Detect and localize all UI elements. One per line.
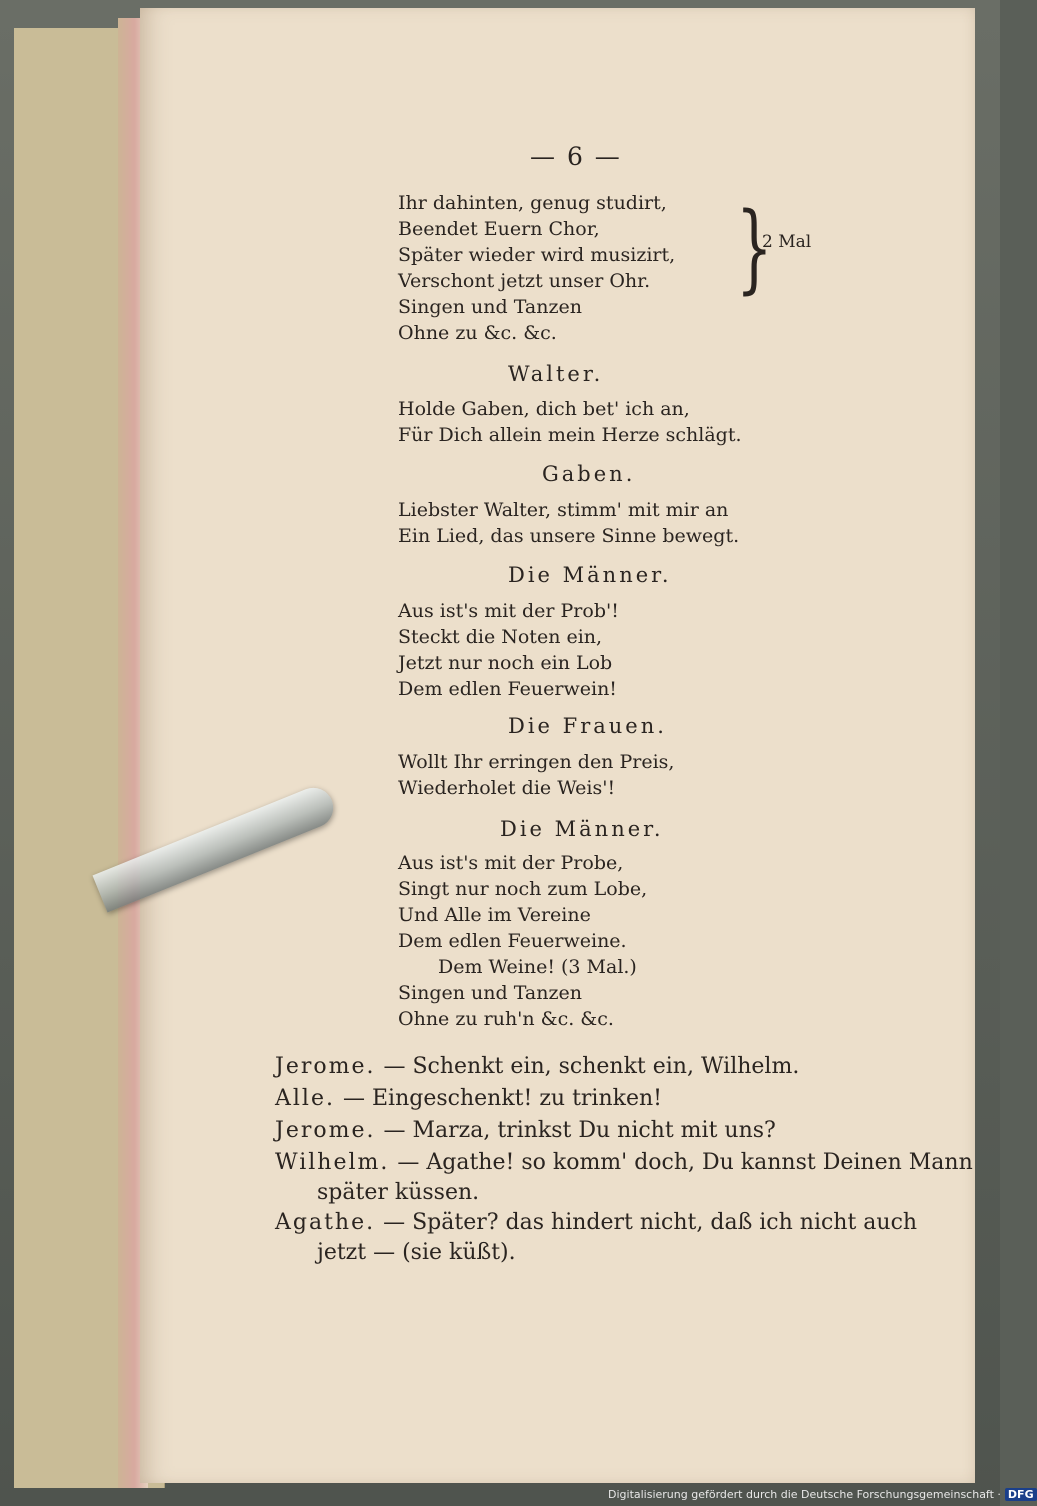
- dialogue-line: [275, 1116, 776, 1146]
- verse-line: Und Alle im Vereine: [398, 904, 591, 926]
- verse-line: Ohne zu ruh'n &c. &c.: [398, 1008, 614, 1030]
- dialogue-speaker: Jerome.: [275, 1118, 376, 1143]
- page-number: — 6 —: [530, 142, 622, 171]
- repeat-brace: }: [736, 192, 773, 304]
- dialogue-continuation: jetzt — (sie küßt).: [317, 1240, 516, 1265]
- verse-line: Holde Gaben, dich bet' ich an,: [398, 398, 690, 420]
- verse-block-1: [398, 190, 675, 346]
- dialogue-continuation: später küssen.: [317, 1180, 480, 1205]
- verse-line: Singen und Tanzen: [398, 296, 582, 318]
- dialogue-text: — Marza, trinkst Du nicht mit uns?: [383, 1118, 776, 1143]
- verse-line: Später wieder wird musizirt,: [398, 244, 676, 266]
- verse-line: Verschont jetzt unser Ohr.: [398, 270, 651, 292]
- verse-line: Ihr dahinten, genug studirt,: [398, 192, 667, 214]
- dialogue-text: — Eingeschenkt! zu trinken!: [342, 1086, 662, 1111]
- dialogue-text: — Agathe! so komm' doch, Du kannst Deinen Mann: [397, 1150, 973, 1175]
- verse-block-3: [398, 497, 739, 549]
- verse-line: Ein Lied, das unsere Sinne bewegt.: [398, 525, 740, 547]
- dialogue-speaker: Agathe.: [275, 1210, 376, 1235]
- dialogue-line: [275, 1052, 799, 1082]
- dialogue-speaker: Alle.: [275, 1086, 335, 1111]
- dialogue-line: [275, 1208, 917, 1268]
- verse-line: Jetzt nur noch ein Lob: [398, 652, 613, 674]
- verse-line: Dem edlen Feuerweine.: [398, 930, 627, 952]
- speaker-heading: Die Männer.: [500, 817, 664, 841]
- verse-line: Singt nur noch zum Lobe,: [398, 878, 648, 900]
- credit-text: Digitalisierung gefördert durch die Deutsche Forschungsgemeinschaft ·: [608, 1488, 1001, 1501]
- dfg-logo: DFG: [1005, 1488, 1037, 1501]
- dialogue-text: — Schenkt ein, schenkt ein, Wilhelm.: [383, 1054, 800, 1079]
- verse-line: Aus ist's mit der Prob'!: [398, 600, 619, 622]
- dialogue-text: — Später? das hindert nicht, daß ich nicht auch: [383, 1210, 918, 1235]
- verse-line: Dem Weine! (3 Mal.): [438, 956, 637, 978]
- dialogue-speaker: Wilhelm.: [275, 1150, 390, 1175]
- speaker-heading: Die Männer.: [508, 563, 672, 587]
- verse-line: Aus ist's mit der Probe,: [398, 852, 624, 874]
- dialogue-line: [275, 1148, 973, 1208]
- verse-line: Singen und Tanzen: [398, 982, 582, 1004]
- verse-block-6: [398, 850, 647, 1032]
- verse-line: Beendet Euern Chor,: [398, 218, 600, 240]
- verse-line: Wollt Ihr erringen den Preis,: [398, 751, 675, 773]
- verse-line: Dem edlen Feuerwein!: [398, 678, 617, 700]
- speaker-heading: Gaben.: [542, 462, 636, 486]
- repeat-note: 2 Mal: [762, 232, 812, 252]
- speaker-heading: Walter.: [508, 362, 604, 386]
- verse-block-4: [398, 598, 619, 702]
- dialogue-line: [275, 1084, 662, 1114]
- verse-line: Liebster Walter, stimm' mit mir an: [398, 499, 729, 521]
- digitization-credit: [608, 1488, 1037, 1501]
- verse-line: Für Dich allein mein Herze schlägt.: [398, 424, 742, 446]
- dialogue-speaker: Jerome.: [275, 1054, 376, 1079]
- verse-line: Ohne zu &c. &c.: [398, 322, 557, 344]
- speaker-heading: Die Frauen.: [508, 714, 667, 738]
- verse-block-5: [398, 749, 674, 801]
- verse-line: Wiederholet die Weis'!: [398, 777, 616, 799]
- verse-line: Steckt die Noten ein,: [398, 626, 603, 648]
- verse-block-2: [398, 396, 742, 448]
